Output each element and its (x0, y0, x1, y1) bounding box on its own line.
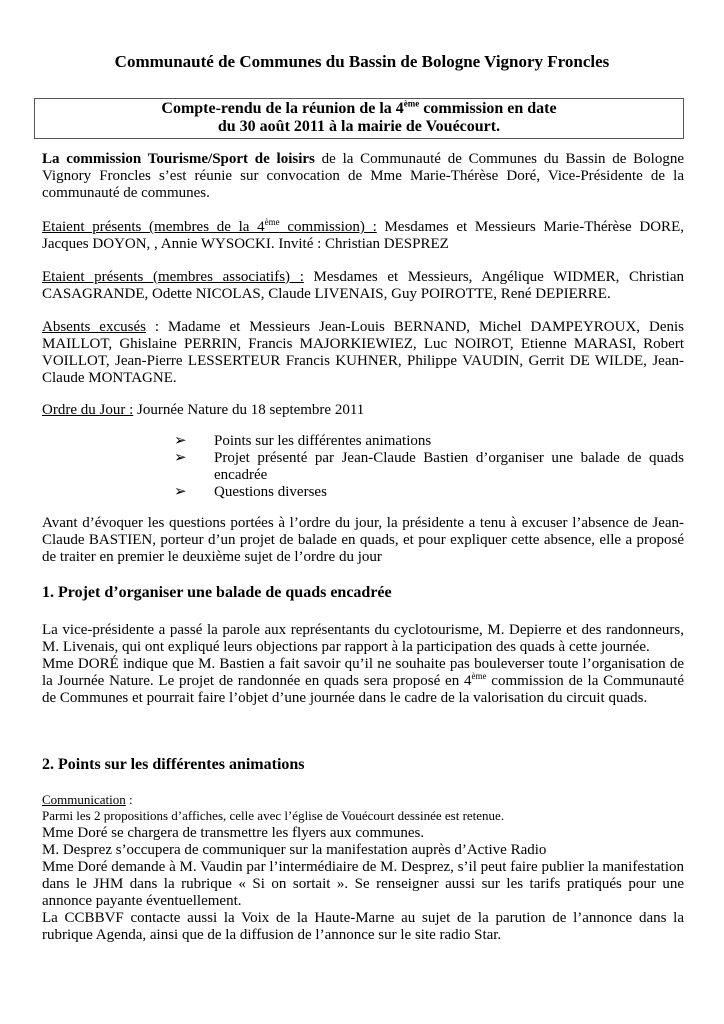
intro-paragraph: La commission Tourisme/Sport de loisirs de la Communauté de Communes du Bassin de Bologne Vignory Froncles s’est réunie sur convocation de Mme Marie-Thérèse Doré, Vice-Présidente de la communauté de communes. (42, 151, 684, 201)
preamble-paragraph: Avant d’évoquer les questions portées à l’ordre du jour, la présidente a tenu à excuser l’absence de Jean-Claude BASTIEN, porteur d’un projet de balade en quads, et pour expliquer cette absence, elle a proposé de traiter en premier le deuxième sujet de l’ordre du jour (42, 515, 684, 565)
section-heading-1: 1. Projet d’organiser une balade de quads encadrée (42, 584, 392, 601)
section-heading-2: 2. Points sur les différentes animations (42, 756, 305, 773)
absents-paragraph: Absents excusés : Madame et Messieurs Jean-Louis BERNAND, Michel DAMPEYROUX, Denis MAILLOT, Ghislaine PERRIN, Francis MAJORKIEWIEZ, Luc NOIROT, Etienne MARASI, Robert VOILLOT, Jean-Pierre LESSERTEUR Francis KUHNER, Philippe VAUDIN, Gerrit DE WILDE, Jean-Claude MONTAGNE. (42, 319, 684, 386)
communication-body: Mme Doré se chargera de transmettre les flyers aux communes. M. Desprez s’occupera de communiquer sur la manifestation auprès d’Active Radio Mme Doré demande à M. Vaudin par l’intermédiaire de M. Desprez, s’il peut faire publier la manifestation dans le JHM dans la rubrique « Si on sortait ». Se renseigner aussi sur les tarifs pratiqués pour une annonce payante éventuellement. La CCBBVF contacte aussi la Voix de la Haute-Marne au sujet de la parution de l’annonce dans la rubrique Agenda, ainsi que de la diffusion de l’annonce sur le site radio Star. (42, 825, 684, 943)
agenda-item: ➢ Projet présenté par Jean-Claude Bastien d’organiser une balade de quads encadrée (174, 450, 684, 483)
agenda-item: ➢ Points sur les différentes animations (174, 433, 432, 449)
section1-body: La vice-présidente a passé la parole aux représentants du cyclotourisme, M. Depierre et des randonneurs, M. Livenais, qui ont expliqué leurs objections par rapport à la participation des quads à cette journée. Mme DORÉ indique que M. Bastien a fait savoir qu’il ne souhaite pas bouleverser toute l’organisation de la Journée Nature. Le projet de randonnée en quads sera proposé en 4ème commission de la Communauté de Communes et pourrait faire l’objet d’une journée dans le cadre de la valorisation du circuit quads. (42, 622, 684, 706)
meeting-header-box (34, 98, 684, 139)
present-members-paragraph: Etaient présents (membres de la 4ème commission) : Mesdames et Messieurs Marie-Thérèse DORE, Jacques DOYON, , Annie WYSOCKI. Invité : Christian DESPREZ (42, 217, 684, 252)
agenda-line: Ordre du Jour : Journée Nature du 18 septembre 2011 (42, 402, 365, 418)
arrow-bullet-icon: ➢ (174, 433, 187, 449)
agenda-item: ➢ Questions diverses (174, 484, 327, 500)
document-title: Communauté de Communes du Bassin de Bologne Vignory Froncles (114, 52, 610, 71)
meeting-title-line2: du 30 août 2011 à la mairie de Vouécourt. (217, 118, 501, 135)
arrow-bullet-icon: ➢ (174, 450, 187, 466)
present-associative-paragraph: Etaient présents (membres associatifs) : Mesdames et Messieurs, Angélique WIDMER, Christian CASAGRANDE, Odette NICOLAS, Claude LIVENAIS, Guy POIROTTE, René DEPIERRE. (42, 269, 684, 302)
arrow-bullet-icon: ➢ (174, 484, 187, 500)
communication-intro: Communication : Parmi les 2 propositions d’affiches, celle avec l’église de Vouécourt dessinée est retenue. (42, 792, 505, 823)
meeting-title-line1: Compte-rendu de la réunion de la 4ème commission en date (161, 98, 557, 117)
